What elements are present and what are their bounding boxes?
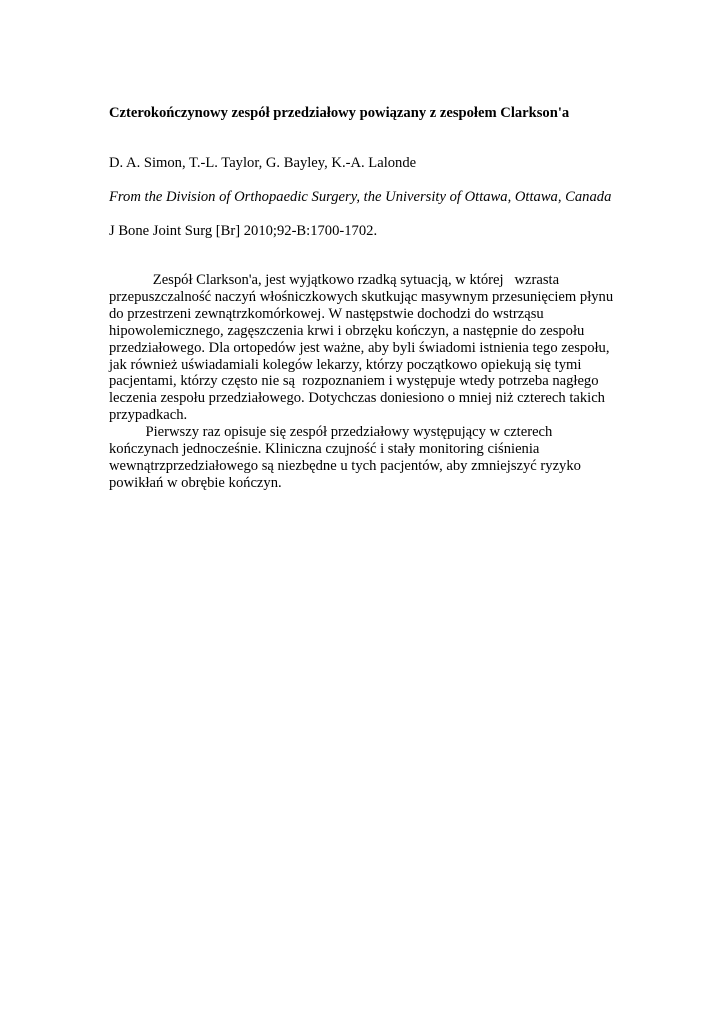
paper-title: Czterokończynowy zespół przedziałowy powiązany z zespołem Clarkson'a xyxy=(109,105,570,121)
paper-abstract xyxy=(109,272,621,492)
abstract-line: do przestrzeni zewnątrzkomórkowej. W następstwie dochodzi do wstrząsu xyxy=(109,305,544,322)
abstract-line: przepuszczalność naczyń włośniczkowych skutkując masywnym przesunięciem płynu xyxy=(109,288,614,305)
abstract-line: leczenia zespołu przedziałowego. Dotychczas doniesiono o mniej niż czterech takich xyxy=(109,390,605,407)
abstract-line: przypadkach. xyxy=(109,407,188,424)
abstract-line: przedziałowego. Dla ortopedów jest ważne, aby byli świadomi istnienia tego zespołu, xyxy=(109,339,610,356)
abstract-line: pacjentami, którzy często nie są rozpoznaniem i występuje wtedy potrzeba nagłego xyxy=(109,373,599,390)
abstract-line: hipowolemicznego, zagęszczenia krwi i obrzęku kończyn, a następnie do zespołu xyxy=(109,322,585,339)
abstract-line: wewnątrzprzedziałowego są niezbędne u tych pacjentów, aby zmniejszyć ryzyko xyxy=(109,457,581,474)
abstract-line: jak również uświadamiali kolegów lekarzy, którzy początkowo opiekują się tymi xyxy=(109,356,582,373)
abstract-line: Pierwszy raz opisuje się zespół przedziałowy występujący w czterech xyxy=(109,424,553,441)
paper-citation: J Bone Joint Surg [Br] 2010;92-B:1700-1702. xyxy=(109,223,378,239)
paper-authors: D. A. Simon, T.-L. Taylor, G. Bayley, K.-A. Lalonde xyxy=(109,155,417,171)
paper-affiliation: From the Division of Orthopaedic Surgery, the University of Ottawa, Ottawa, Canada xyxy=(109,189,612,205)
abstract-line: kończynach jednocześnie. Kliniczna czujność i stały monitoring ciśnienia xyxy=(109,441,540,458)
abstract-line: powikłań w obrębie kończyn. xyxy=(109,474,282,491)
abstract-line: Zespół Clarkson'a, jest wyjątkowo rzadką sytuacją, w której wzrasta xyxy=(109,272,560,288)
